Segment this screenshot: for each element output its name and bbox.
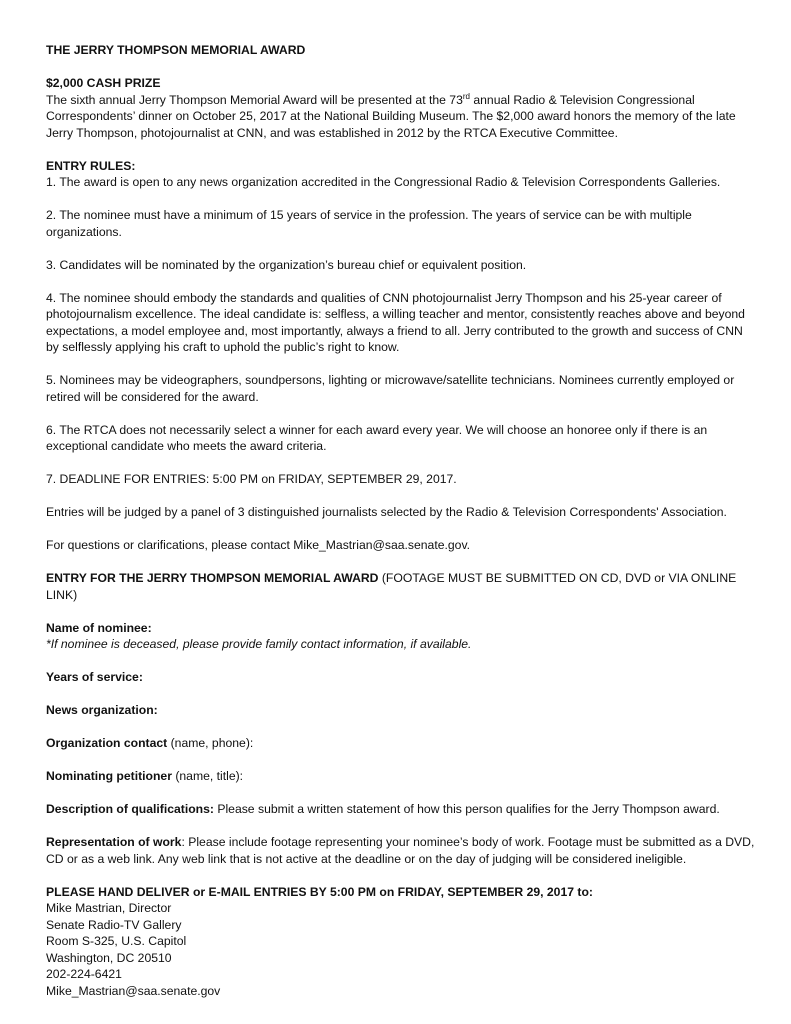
petitioner-hint: (name, title): xyxy=(171,769,244,783)
entry-heading xyxy=(46,570,758,603)
rule-item: 7. DEADLINE FOR ENTRIES: 5:00 PM on FRIDAY, SEPTEMBER 29, 2017. xyxy=(46,472,457,486)
organization-label: News organization: xyxy=(46,703,158,717)
rule-item: 2. The nominee must have a minimum of 15 years of service in the profession. The years of service can be with multiple organizations. xyxy=(46,208,692,239)
rules-heading: ENTRY RULES: xyxy=(46,158,136,173)
nominee-label: Name of nominee: xyxy=(46,620,152,635)
prize-heading: $2,000 CASH PRIZE xyxy=(46,76,161,90)
work-label: Representation of work xyxy=(46,835,182,849)
ordinal-suffix: rd xyxy=(462,91,470,101)
contact-field xyxy=(46,735,758,752)
entry-heading-bold: ENTRY FOR THE JERRY THOMPSON MEMORIAL AWARD xyxy=(46,571,379,585)
document-page xyxy=(46,42,758,999)
phone-line: 202-224-6421 xyxy=(46,967,122,981)
contact-label: Organization contact xyxy=(46,736,168,750)
years-label: Years of service: xyxy=(46,670,143,684)
address-line: Mike Mastrian, Director xyxy=(46,901,172,915)
work-field xyxy=(46,834,758,867)
qualifications-label: Description of qualifications: xyxy=(46,802,214,816)
rule-item: 6. The RTCA does not necessarily select a winner for each award every year. We will choose an honoree only if there is an exceptional candidate who meets the award criteria. xyxy=(46,422,708,453)
document-title: THE JERRY THOMPSON MEMORIAL AWARD xyxy=(46,43,306,57)
prize-intro-text-cont: annual Radio & Television Congressional Correspondents’ dinner on October 25, 2017 at the National Building Museum. The $2,000 award honors the memory of the late Jerry Thompson, photojournalist at CNN, and was established in 2012 by the RTCA Executive Committee. xyxy=(46,92,736,140)
judging-note: Entries will be judged by a panel of 3 distinguished journalists selected by the Radio & Television Correspondents' Association. xyxy=(46,505,727,519)
rule-item: 3. Candidates will be nominated by the organization’s bureau chief or equivalent position. xyxy=(46,257,527,272)
rule-item: 1. The award is open to any news organization accredited in the Congressional Radio & Television Correspondents Galleries. xyxy=(46,175,721,189)
nominee-note: *If nominee is deceased, please provide family contact information, if available. xyxy=(46,637,472,651)
email-line: Mike_Mastrian@saa.senate.gov xyxy=(46,983,221,998)
prize-intro-text: The sixth annual Jerry Thompson Memorial Award will be presented at the 73 xyxy=(46,92,463,107)
prize-intro xyxy=(46,92,758,142)
address-line: Senate Radio-TV Gallery xyxy=(46,917,182,932)
address-line: Washington, DC 20510 xyxy=(46,950,172,965)
rule-item: 5. Nominees may be videographers, soundpersons, lighting or microwave/satellite technicians. Nominees currently employed or retired will be considered for the award. xyxy=(46,373,735,404)
entry-heading-rest: (FOOTAGE MUST BE SUBMITTED ON CD, DVD or VIA ONLINE LINK) xyxy=(46,571,737,602)
rule-item: 4. The nominee should embody the standards and qualities of CNN photojournalist Jerry Thompson and his 25-year career of photojournalism excellence. The ideal candidate is: selfless, a willing teacher and mentor, consistently reaches above and beyond expectations, a model employee and, most importantly, always a friend to all. Jerry contributed to the growth and success of CNN by selflessly applying his craft to uphold the public’s right to know. xyxy=(46,290,745,354)
petitioner-label: Nominating petitioner xyxy=(46,769,172,783)
address-line: Room S-325, U.S. Capitol xyxy=(46,934,187,948)
qualifications-field xyxy=(46,801,758,818)
questions-note: For questions or clarifications, please contact Mike_Mastrian@saa.senate.gov. xyxy=(46,538,471,552)
contact-hint: (name, phone): xyxy=(167,736,254,750)
work-hint: : Please include footage representing your nominee’s body of work. Footage must be submitted as a DVD, CD or as a web link. Any web link that is not active at the deadline or on the day of judging will be considered ineligible. xyxy=(46,835,755,866)
petitioner-field xyxy=(46,768,758,785)
delivery-heading: PLEASE HAND DELIVER or E-MAIL ENTRIES BY 5:00 PM on FRIDAY, SEPTEMBER 29, 2017 to: xyxy=(46,884,593,899)
qualifications-hint: Please submit a written statement of how this person qualifies for the Jerry Thompson award. xyxy=(213,802,720,816)
